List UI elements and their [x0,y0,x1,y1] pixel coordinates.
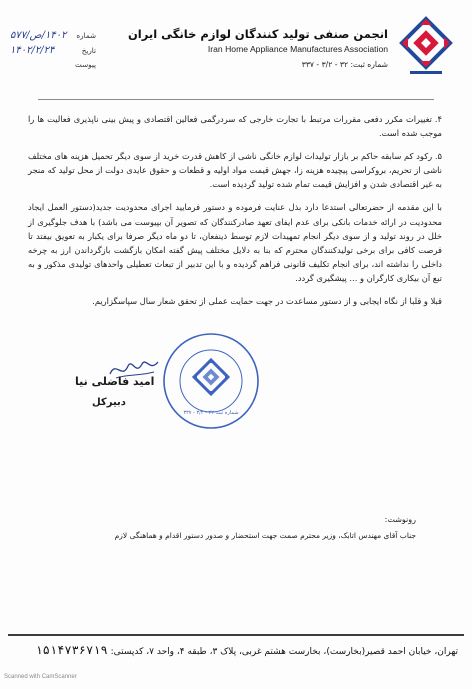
letter-date-row [10,45,96,60]
scanner-watermark: Scanned with CamScanner [4,674,77,680]
paragraph-item-5: ۵. رکود کم سابقه حاکم بر بازار تولیدات لوازم خانگی ناشی از کاهش قدرت خرید از سوی دیگر تحمیل هزینه های مختلف ناشی از تحریم، بروکراسی پیچیده هزینه زا، جهش قیمت مواد اولیه و قطعات و حقوق عایدی دولت از محل تولید که منجر به غیر اقتصادی شدن و افزایش قیمت تمام شده تولید گردیده است. [28,151,442,190]
cc-recipient: جناب آقای مهندس اتابک، وزیر محترم صمت جهت استحضار و صدور دستور اقدام و هماهنگی لازم [114,531,416,540]
association-name-en: Iran Home Appliance Manufactures Association [207,44,388,54]
footer-divider [8,634,464,636]
signatory-name: امید فاضلی نیا [75,375,155,388]
letter-date-value: ۱۴۰۲/۲/۲۴ [10,45,55,56]
registration-number: شماره ثبت: ۳۲ - ۳/۲ - ۳۳۷ [301,60,388,69]
paragraph-request: با این مقدمه از حضرتعالی استدعا دارد بذل عنایت فرموده و دستور فرمایید اجرای محدودیت جدید(دستور العمل ایجاد محدودیت در ارائه خدمات بانکی برای عدم ایفای تعهد صادرکنندگان که تصویر آن بپیوست می باشد) با هدف جلوگیری از خلل در روند تولید و از سوی دیگر انجام تمهیدات لازم توسط ذینفعان، تا دو ماه دیگر صرفا برای یکبار به تعویق بیفتد تا فرصت کافی برای برخی تولیدکنندگان محترم که بنا به دلایل مختلف پیش گفته امکان بازگشت بازگرداندن ارز به چرخه داخلی را نداشته اند، برای انجام تکلیف قانونی فراهم گردیده و با این تدبیر از تبعات تعطیلی واحدهای تولیدی مذکور و به تبع آن بیکاری کارگران و ... پیشگیری گردد. [28,202,442,283]
header-divider [38,99,434,100]
cc-label: رونوشت: [384,515,416,524]
footer-address [14,643,458,657]
address-text: تهران، خیابان احمد قصیر(بخارست)، بخارست هشتم غربی، پلاک ۳، طبقه ۴، واحد ۷، کدپستی: [110,647,458,657]
paragraph-item-4: ۴. تغییرات مکرر دفعی مقررات مرتبط با تجارت خارجی که سردرگمی فعالین اقتصادی و پیش بینی ناپذیری فعالیت ها را موجب شده است. [28,114,442,139]
letter-attachment-row [10,60,96,75]
association-logo-icon [398,15,454,77]
letter-meta [10,30,96,75]
association-name-fa: انجمن صنفی تولید کنندگان لوازم خانگی ایران [127,27,388,41]
letter-number-value: ۱۴۰۲/ص/۵۷۷ [10,30,67,41]
letter-body [28,112,442,317]
seal-registration: شماره ثبت ۳۲ - ۳/۲ - ۳۳۷ [183,410,239,416]
letter-number-row [10,30,96,45]
letter-number-label: شماره [76,31,96,40]
postal-code: ۱۵۱۴۷۳۶۷۱۹ [35,643,108,657]
official-seal-icon [160,330,262,432]
letter-attachment-label: پیوست [75,60,96,69]
paragraph-closing: قبلا و قلبا از نگاه ایجابی و از دستور مساعدت در جهت حمایت عملی از تحقق شعار سال سپاسگزاریم. [92,296,442,307]
letter-date-label: تاریخ [81,46,96,55]
signatory-title: دبیرکل [92,397,126,408]
